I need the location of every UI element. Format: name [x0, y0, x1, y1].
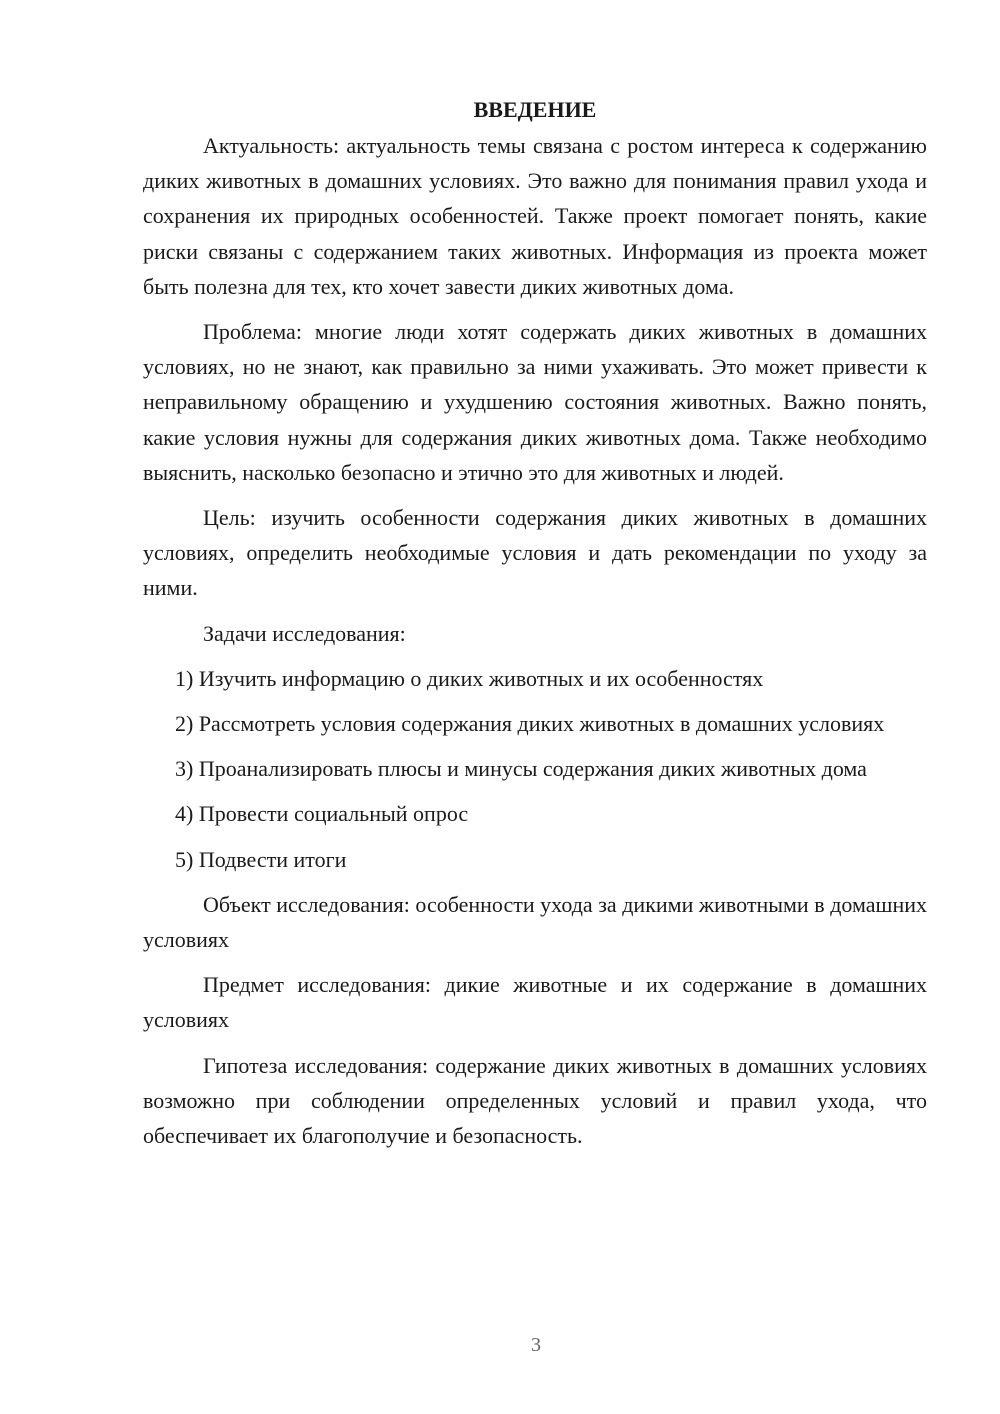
document-body — [143, 92, 927, 1153]
object-paragraph: Объект исследования: особенности ухода за дикими животными в домашних условиях — [143, 891, 927, 953]
problem-paragraph: Проблема: многие люди хотят содержать диких животных в домашних условиях, но не знают, как правильно за ними ухаживать. Это может привести к неправильному обращению и ухудшению состояния животных. Важно понять, какие условия нужны для содержания диких животных дома. Также необходимо выяснить, насколько безопасно и этично это для животных и людей. — [143, 319, 927, 485]
hypothesis-paragraph: Гипотеза исследования: содержание диких животных в домашних условиях возможно при соблюдении определенных условий и правил ухода, что обеспечивает их благополучие и безопасность. — [143, 1052, 927, 1149]
subject-paragraph: Предмет исследования: дикие животные и их содержание в домашних условиях — [143, 972, 927, 1033]
task-item-3: 3) Проанализировать плюсы и минусы содержания диких животных дома — [175, 756, 867, 782]
task-item-5: 5) Подвести итоги — [175, 846, 347, 872]
relevance-paragraph: Актуальность: актуальность темы связана с ростом интереса к содержанию диких животных в домашних условиях. Это важно для понимания правил ухода и сохранения их природных особенностей. Также проект помогает понять, какие риски связаны с содержанием таких животных. Информация из проекта может быть полезна для тех, кто хочет завести диких животных дома. — [143, 133, 927, 299]
page-number: 3 — [531, 1334, 541, 1356]
goal-paragraph: Цель: изучить особенности содержания диких животных в домашних условиях, определить необходимые условия и дать рекомендации по уходу за ними. — [143, 505, 927, 601]
task-item-4: 4) Провести социальный опрос — [175, 801, 469, 827]
tasks-heading: Задачи исследования: — [203, 620, 406, 646]
task-item-2: 2) Рассмотреть условия содержания диких животных в домашних условиях — [175, 711, 885, 737]
page-title: ВВЕДЕНИЕ — [473, 97, 597, 122]
task-item-1: 1) Изучить информацию о диких животных и их особенностях — [175, 665, 764, 691]
